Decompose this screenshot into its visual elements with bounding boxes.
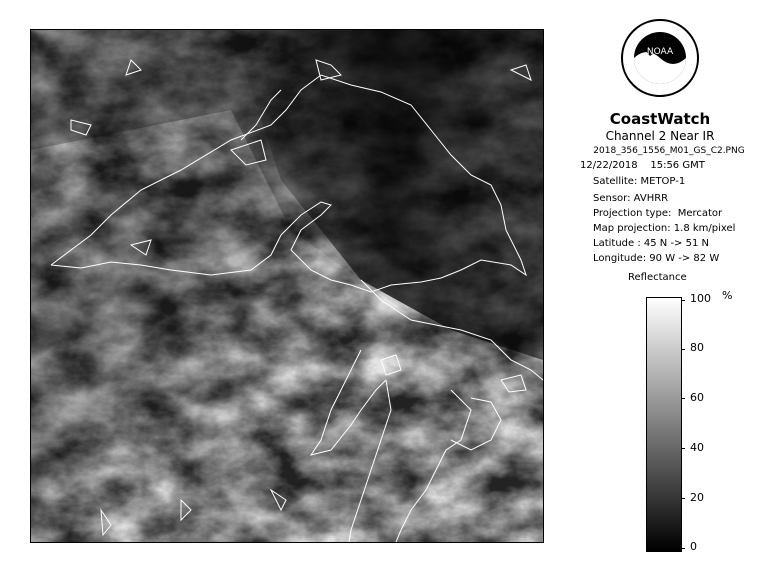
cloud-texture — [31, 30, 543, 542]
colorbar — [646, 297, 682, 552]
logo-text: NOAA — [646, 47, 674, 57]
projection-type-label: Projection type: Mercator — [593, 208, 723, 219]
colorbar-tick — [681, 349, 685, 350]
colorbar-unit: % — [722, 289, 733, 302]
noaa-logo — [620, 18, 700, 98]
satellite-image — [30, 29, 544, 543]
map-projection-label: Map projection: 1.8 km/pixel — [593, 223, 736, 234]
latitude-label: Latitude : 45 N -> 51 N — [593, 238, 709, 249]
datetime-label: 12/22/2018 15:56 GMT — [580, 160, 705, 171]
colorbar-tick — [681, 448, 685, 449]
colorbar-tick — [681, 300, 685, 301]
colorbar-tick — [681, 548, 685, 549]
brand-title: CoastWatch — [609, 110, 711, 128]
colorbar-tick-label: 100 — [690, 292, 711, 305]
colorbar-tick-label: 80 — [690, 341, 704, 354]
noaa-logo-svg — [620, 18, 700, 98]
sensor-label: Sensor: AVHRR — [593, 193, 669, 204]
colorbar-tick-label: 60 — [690, 391, 704, 404]
channel-label: Channel 2 Near IR — [605, 129, 715, 143]
satellite-image-svg — [31, 30, 543, 542]
colorbar-tick — [681, 398, 685, 399]
longitude-label: Longitude: 90 W -> 82 W — [593, 253, 720, 264]
colorbar-tick-label: 40 — [690, 441, 704, 454]
colorbar-title: Reflectance — [628, 272, 687, 283]
filename-label: 2018_356_1556_M01_GS_C2.PNG — [593, 146, 745, 156]
colorbar-tick-label: 0 — [690, 540, 697, 553]
colorbar-tick-label: 20 — [690, 491, 704, 504]
colorbar-tick — [681, 498, 685, 499]
satellite-label: Satellite: METOP-1 — [593, 176, 686, 187]
